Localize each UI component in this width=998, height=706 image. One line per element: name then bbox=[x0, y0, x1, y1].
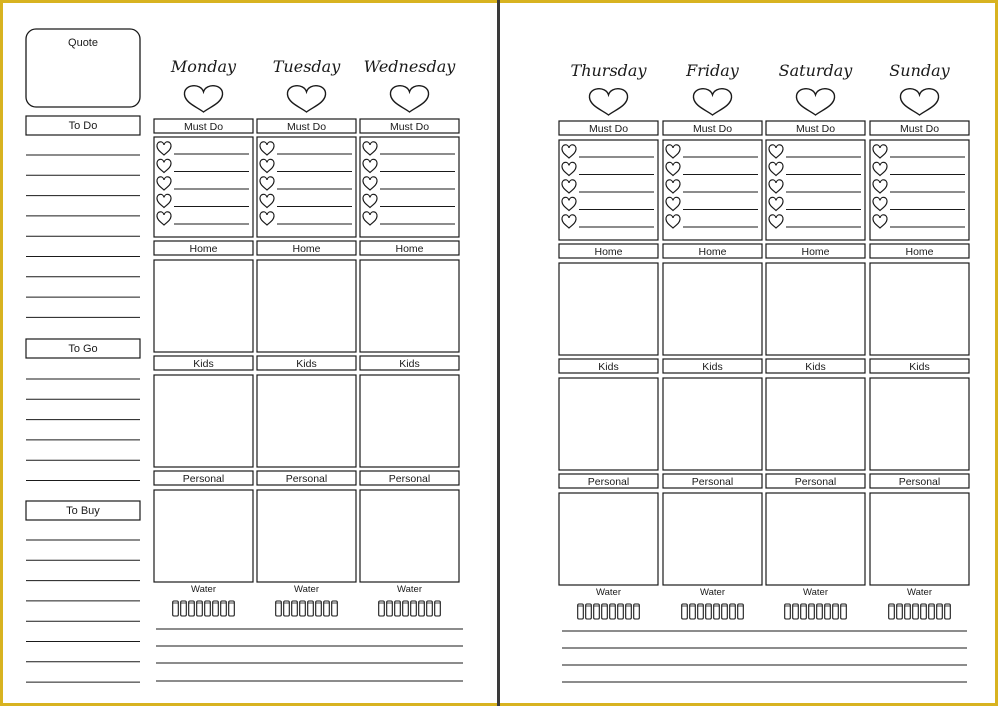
to-go-label: To Go bbox=[68, 343, 98, 355]
heart-icon bbox=[390, 86, 428, 112]
home-label: Home bbox=[189, 243, 218, 255]
heart-checkbox-icon[interactable] bbox=[873, 215, 887, 228]
heart-checkbox-icon[interactable] bbox=[562, 162, 576, 175]
kids-label: Kids bbox=[399, 358, 420, 370]
heart-checkbox-icon[interactable] bbox=[666, 145, 680, 158]
quote-label: Quote bbox=[68, 37, 98, 49]
left-page-days bbox=[154, 57, 459, 616]
day-column bbox=[360, 57, 459, 616]
home-box[interactable] bbox=[663, 263, 762, 355]
water-label: Water bbox=[596, 587, 621, 598]
personal-box[interactable] bbox=[257, 490, 356, 582]
personal-label: Personal bbox=[691, 476, 734, 488]
heart-icon bbox=[900, 89, 938, 115]
personal-label: Personal bbox=[794, 476, 837, 488]
must-do-label: Must Do bbox=[692, 123, 733, 135]
day-column bbox=[154, 57, 253, 616]
home-label: Home bbox=[292, 243, 321, 255]
heart-checkbox-icon[interactable] bbox=[157, 159, 171, 172]
water-label: Water bbox=[294, 584, 319, 595]
kids-box[interactable] bbox=[360, 375, 459, 467]
right-page-days bbox=[559, 61, 969, 619]
heart-checkbox-icon[interactable] bbox=[260, 142, 274, 155]
heart-checkbox-icon[interactable] bbox=[363, 194, 377, 207]
home-label: Home bbox=[594, 246, 623, 258]
must-do-label: Must Do bbox=[588, 123, 629, 135]
heart-checkbox-icon[interactable] bbox=[157, 212, 171, 225]
to-do-label: To Do bbox=[68, 120, 98, 132]
day-name: Wednesday bbox=[363, 57, 456, 76]
personal-label: Personal bbox=[388, 473, 431, 485]
must-do-box bbox=[257, 137, 356, 237]
personal-box[interactable] bbox=[154, 490, 253, 582]
heart-checkbox-icon[interactable] bbox=[666, 197, 680, 210]
day-column bbox=[663, 61, 762, 619]
heart-checkbox-icon[interactable] bbox=[562, 215, 576, 228]
kids-label: Kids bbox=[702, 361, 723, 373]
personal-box[interactable] bbox=[559, 493, 658, 585]
heart-checkbox-icon[interactable] bbox=[873, 197, 887, 210]
heart-checkbox-icon[interactable] bbox=[363, 212, 377, 225]
water-label: Water bbox=[191, 584, 216, 595]
must-do-box bbox=[870, 140, 969, 240]
kids-box[interactable] bbox=[663, 378, 762, 470]
kids-label: Kids bbox=[909, 361, 930, 373]
must-do-box bbox=[360, 137, 459, 237]
notes-lines[interactable] bbox=[156, 629, 967, 682]
water-label: Water bbox=[397, 584, 422, 595]
kids-label: Kids bbox=[598, 361, 619, 373]
day-name: Sunday bbox=[889, 61, 950, 80]
heart-checkbox-icon[interactable] bbox=[666, 180, 680, 193]
day-name: Friday bbox=[686, 61, 739, 80]
home-box[interactable] bbox=[870, 263, 969, 355]
to-go-lines[interactable] bbox=[26, 379, 140, 481]
day-name: Thursday bbox=[570, 61, 647, 80]
heart-checkbox-icon[interactable] bbox=[363, 142, 377, 155]
heart-icon bbox=[693, 89, 731, 115]
heart-checkbox-icon[interactable] bbox=[873, 180, 887, 193]
personal-label: Personal bbox=[898, 476, 941, 488]
kids-label: Kids bbox=[296, 358, 317, 370]
sidebar bbox=[26, 29, 140, 682]
home-label: Home bbox=[905, 246, 934, 258]
personal-label: Personal bbox=[285, 473, 328, 485]
heart-checkbox-icon[interactable] bbox=[769, 162, 783, 175]
heart-checkbox-icon[interactable] bbox=[769, 197, 783, 210]
kids-box[interactable] bbox=[559, 378, 658, 470]
heart-checkbox-icon[interactable] bbox=[157, 194, 171, 207]
kids-label: Kids bbox=[193, 358, 214, 370]
heart-checkbox-icon[interactable] bbox=[363, 177, 377, 190]
heart-icon bbox=[589, 89, 627, 115]
must-do-box bbox=[663, 140, 762, 240]
heart-checkbox-icon[interactable] bbox=[769, 215, 783, 228]
heart-checkbox-icon[interactable] bbox=[666, 162, 680, 175]
home-box[interactable] bbox=[257, 260, 356, 352]
heart-checkbox-icon[interactable] bbox=[666, 215, 680, 228]
must-do-box bbox=[154, 137, 253, 237]
kids-box[interactable] bbox=[257, 375, 356, 467]
day-name: Saturday bbox=[778, 61, 853, 80]
day-column bbox=[257, 57, 356, 616]
personal-box[interactable] bbox=[870, 493, 969, 585]
to-buy-lines[interactable] bbox=[26, 540, 140, 682]
heart-checkbox-icon[interactable] bbox=[873, 162, 887, 175]
heart-icon bbox=[184, 86, 222, 112]
personal-box[interactable] bbox=[663, 493, 762, 585]
must-do-box bbox=[559, 140, 658, 240]
day-name: Monday bbox=[170, 57, 237, 76]
home-box[interactable] bbox=[766, 263, 865, 355]
must-do-label: Must Do bbox=[899, 123, 940, 135]
to-do-lines[interactable] bbox=[26, 155, 140, 317]
home-label: Home bbox=[801, 246, 830, 258]
day-column bbox=[870, 61, 969, 619]
must-do-label: Must Do bbox=[286, 121, 327, 133]
day-name: Tuesday bbox=[272, 57, 341, 76]
heart-checkbox-icon[interactable] bbox=[562, 197, 576, 210]
heart-checkbox-icon[interactable] bbox=[769, 145, 783, 158]
personal-box[interactable] bbox=[766, 493, 865, 585]
personal-label: Personal bbox=[182, 473, 225, 485]
heart-checkbox-icon[interactable] bbox=[260, 194, 274, 207]
home-label: Home bbox=[395, 243, 424, 255]
must-do-label: Must Do bbox=[183, 121, 224, 133]
home-box[interactable] bbox=[154, 260, 253, 352]
water-label: Water bbox=[700, 587, 725, 598]
heart-checkbox-icon[interactable] bbox=[260, 177, 274, 190]
heart-checkbox-icon[interactable] bbox=[157, 177, 171, 190]
home-box[interactable] bbox=[559, 263, 658, 355]
heart-checkbox-icon[interactable] bbox=[363, 159, 377, 172]
must-do-box bbox=[766, 140, 865, 240]
day-column bbox=[766, 61, 865, 619]
heart-checkbox-icon[interactable] bbox=[873, 145, 887, 158]
heart-checkbox-icon[interactable] bbox=[562, 145, 576, 158]
home-box[interactable] bbox=[360, 260, 459, 352]
must-do-label: Must Do bbox=[389, 121, 430, 133]
kids-box[interactable] bbox=[870, 378, 969, 470]
heart-checkbox-icon[interactable] bbox=[562, 180, 576, 193]
heart-checkbox-icon[interactable] bbox=[260, 212, 274, 225]
personal-label: Personal bbox=[587, 476, 630, 488]
heart-icon bbox=[796, 89, 834, 115]
heart-checkbox-icon[interactable] bbox=[157, 142, 171, 155]
heart-checkbox-icon[interactable] bbox=[769, 180, 783, 193]
kids-box[interactable] bbox=[766, 378, 865, 470]
kids-box[interactable] bbox=[154, 375, 253, 467]
water-label: Water bbox=[803, 587, 828, 598]
personal-box[interactable] bbox=[360, 490, 459, 582]
must-do-label: Must Do bbox=[795, 123, 836, 135]
home-label: Home bbox=[698, 246, 727, 258]
heart-checkbox-icon[interactable] bbox=[260, 159, 274, 172]
to-buy-label: To Buy bbox=[66, 505, 100, 517]
kids-label: Kids bbox=[805, 361, 826, 373]
heart-icon bbox=[287, 86, 325, 112]
water-label: Water bbox=[907, 587, 932, 598]
day-column bbox=[559, 61, 658, 619]
